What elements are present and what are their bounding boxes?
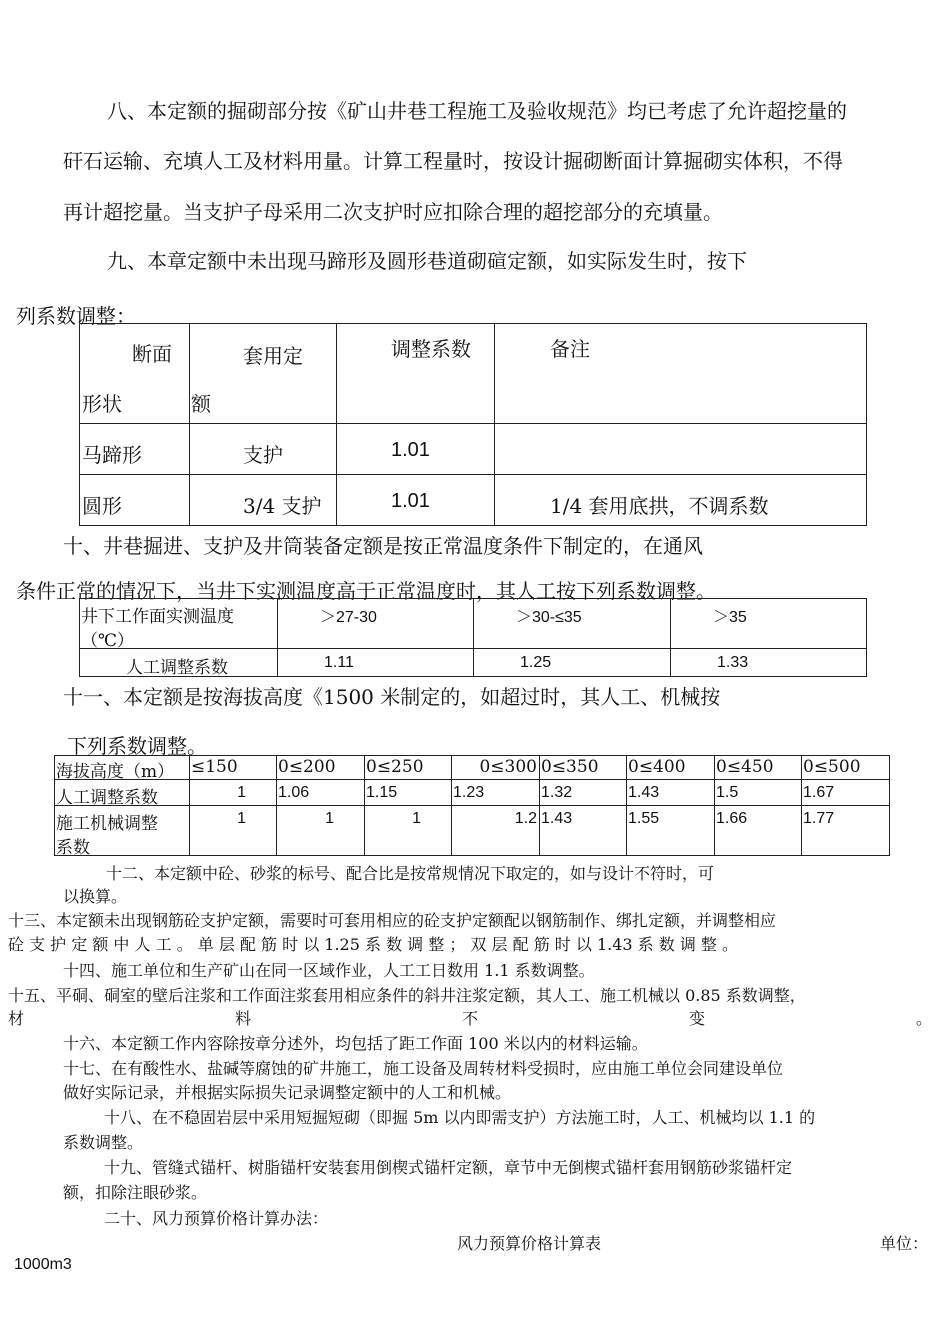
para-17-line-2: 做好实际记录，并根据实际损失记录调整定额中的人工和机械。 [63,1083,512,1102]
table-cell [337,475,495,526]
table-cell [80,324,190,424]
table-cell [55,806,190,856]
justified-char: 料 [234,1009,251,1028]
row-value: 1.11 [324,654,354,671]
table-cell [495,475,867,526]
table-cell [627,756,715,780]
table-cell [802,806,890,856]
row-coefficient: 1.01 [391,439,430,461]
para-20: 二十、风力预算价格计算办法： [104,1209,329,1228]
row-remarks: 1/4 套用底拱，不调系数 [550,494,769,518]
table-cell [540,756,627,780]
header-quota-a: 套用定 [243,344,303,368]
para-11-line-1: 十一、本定额是按海拔高度《1500 米制定的，如超过时，其人工、机械按 [63,685,721,709]
table-cell [277,756,365,780]
row-label-b: 系数 [56,838,90,858]
para-8-line-2: 矸石运输、充填人工及材料用量。计算工程量时，按设计掘砌断面计算掘砌实体积，不得 [63,149,843,173]
row-value: 1.25 [520,654,552,671]
table-cell [80,424,190,475]
row-value: 1.77 [803,810,835,827]
para-16: 十六、本定额工作内容除按章分述外，均包括了距工作面 100 米以内的材料运输。 [63,1034,648,1053]
table-cell [80,599,278,649]
header-shape-b: 形状 [82,392,122,416]
table-cell [190,475,337,526]
para-19-line-2: 额，扣除注眼砂浆。 [63,1183,208,1202]
row-value: 1.67 [803,784,835,801]
table-cell [190,324,337,424]
table-cell [474,649,671,677]
table-cell [337,424,495,475]
row-value: 1.55 [628,810,660,827]
header-range: ＞35 [713,609,747,626]
table-cell [277,780,365,806]
para-17-line-1: 十七、在有酸性水、盐碱等腐蚀的矿井施工，施工设备及周转材料受损时，应由施工单位会同建设单位 [63,1059,784,1078]
para-18-line-1: 十八、在不稳固岩层中采用短掘短砌（即掘 5m 以内即需支护）方法施工时，人工、机械均以 1.1 的 [104,1108,816,1127]
table-cell [278,599,474,649]
row-value: 1.23 [453,784,485,801]
para-8-line-1: 八、本定额的掘砌部分按《矿山井巷工程施工及验收规范》均已考虑了允许超挖量的 [107,99,847,123]
justified-char: 变 [688,1009,705,1028]
altitude-coefficient-table [54,755,890,856]
header-range: 0≤400 [628,757,686,777]
header-range: ＞30-≤35 [516,609,582,626]
table-cell [55,780,190,806]
table-title: 风力预算价格计算表 [457,1234,602,1253]
row-quota: 3/4 支护 [243,494,322,518]
row-value: 1.66 [716,810,748,827]
header-range: 0≤350 [541,757,599,777]
table-cell [365,780,452,806]
row-value: 1 [237,810,246,827]
para-10-line-1: 十、井巷掘进、支护及井筒装备定额是按正常温度条件下制定的，在通风 [63,534,703,558]
table-cell [540,806,627,856]
row-shape: 圆形 [82,494,122,518]
table-cell [495,324,867,424]
unit-label: 单位： [880,1234,929,1253]
table-cell [671,599,867,649]
para-19-line-1: 十九、管缝式锚杆、树脂锚杆安装套用倒楔式锚杆定额，章节中无倒楔式锚杆套用钢筋砂浆锚杆定 [104,1158,793,1177]
row-coefficient: 1.01 [391,490,430,512]
row-value: 1.15 [366,784,398,801]
para-9-line-1: 九、本章定额中未出现马蹄形及圆形巷道砌碹定额，如实际发生时，按下 [107,249,747,273]
header-range: 0≤300 [479,757,537,777]
para-12-line-1: 十二、本定额中砼、砂浆的标号、配合比是按常规情况下取定的，如与设计不符时，可 [106,864,715,883]
header-range: 0≤250 [366,757,424,777]
unit-value: 1000m3 [14,1256,72,1273]
para-11-line-2: 下列系数调整。 [67,734,207,758]
temperature-coefficient-table [79,598,867,677]
row-label: 人工调整系数 [56,788,158,808]
para-9-line-2: 列系数调整： [16,304,136,328]
para-12-line-2: 以换算。 [63,887,128,906]
table-cell [190,756,277,780]
table-cell [80,649,278,677]
para-13-line-2: 砼 支 护 定 额 中 人 工 。 单 层 配 筋 时 以 1.25 系 数 调 整 ； 双 层 配 筋 时 以 1.43 系 数 调 整 。 [8,935,739,954]
table-cell [365,806,452,856]
row-value: 1 [412,810,421,827]
table-cell [452,756,540,780]
table-cell [540,780,627,806]
row-value: 1.43 [628,784,660,801]
header-range: 0≤500 [803,757,861,777]
header-remarks: 备注 [550,337,590,361]
table-cell [277,806,365,856]
table-cell [627,780,715,806]
para-15-line-2 [8,1006,932,1029]
para-14: 十四、施工单位和生产矿山在同一区域作业，人工工日数用 1.1 系数调整。 [63,961,595,980]
table-cell [627,806,715,856]
table-cell [474,599,671,649]
table-cell [802,756,890,780]
header-altitude: 海拔高度（m） [56,762,175,782]
para-10-line-2: 条件正常的情况下，当井下实测温度高于正常温度时，其人工按下列系数调整。 [16,579,716,603]
para-13-line-1: 十三、本定额未出现钢筋砼支护定额，需要时可套用相应的砼支护定额配以钢筋制作、绑扎定额，并调整相应 [8,911,777,930]
header-coefficient: 调整系数 [391,337,471,361]
table-cell [715,756,802,780]
table-cell [715,780,802,806]
row-shape: 马蹄形 [82,443,142,467]
table-cell [452,806,540,856]
row-value: 1 [237,784,246,801]
table-cell [337,324,495,424]
table-cell [80,475,190,526]
shape-coefficient-table [79,323,867,526]
row-value: 1.43 [541,810,573,827]
row-label: 人工调整系数 [126,658,228,678]
justified-char: 材 [8,1009,25,1028]
table-cell [495,424,867,475]
header-shape-a: 断面 [132,342,172,366]
row-value: 1.32 [541,784,573,801]
header-temperature-b: （℃） [81,631,135,651]
header-range: 0≤450 [716,757,774,777]
table-cell [190,424,337,475]
header-range: ＞27-30 [320,609,377,626]
row-value: 1.5 [716,784,739,801]
table-cell [452,780,540,806]
row-value: 1.2 [514,810,537,827]
para-8-line-3: 再计超挖量。当支护子母采用二次支护时应扣除合理的超挖部分的充填量。 [63,200,723,224]
table-cell [190,780,277,806]
table-cell [671,649,867,677]
header-range: 0≤200 [278,757,336,777]
header-quota-b: 额 [191,392,211,416]
row-value: 1 [325,810,334,827]
row-quota: 支护 [243,443,283,467]
para-18-line-2: 系数调整。 [63,1133,144,1152]
table-cell [365,756,452,780]
table-cell [802,780,890,806]
row-value: 1.06 [278,784,310,801]
justified-char: 。 [915,1009,932,1028]
para-15-line-1: 十五、平硐、硐室的壁后注浆和工作面注浆套用相应条件的斜井注浆定额，其人工、施工机械以 0.85 系数调整， [8,986,806,1005]
table-cell [190,806,277,856]
header-range: ≤150 [191,757,238,777]
row-value: 1.33 [717,654,749,671]
table-cell [55,756,190,780]
justified-char: 不 [461,1009,478,1028]
table-cell [278,649,474,677]
header-temperature-a: 井下工作面实测温度 [81,607,234,627]
table-cell [715,806,802,856]
row-label-a: 施工机械调整 [56,814,158,834]
